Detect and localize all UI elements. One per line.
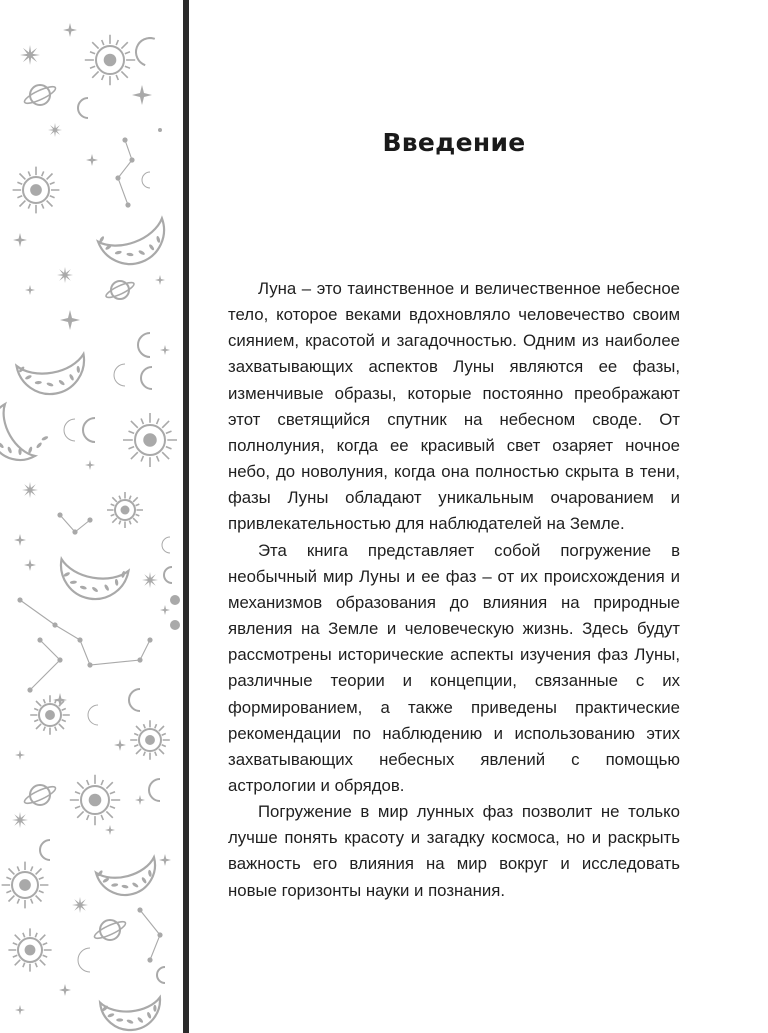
- crescent-moon-icon: [129, 689, 140, 711]
- leaf-mark: [35, 381, 42, 385]
- constellation-star: [137, 907, 142, 912]
- constellation-star: [129, 157, 134, 162]
- crescent-moon-icon: [164, 567, 172, 583]
- leaf-mark: [58, 379, 65, 386]
- sparkle-icon: [160, 605, 170, 615]
- crescent-moon-icon: [88, 705, 98, 725]
- constellation-star: [52, 622, 57, 627]
- leaf-mark: [69, 373, 75, 381]
- crescent-moon-icon: [64, 419, 75, 441]
- constellation-star: [147, 957, 152, 962]
- star-icon: [72, 897, 88, 913]
- leaf-mark: [153, 1005, 156, 1012]
- sun-core: [121, 506, 130, 515]
- sparkle-icon: [13, 233, 27, 247]
- constellation-star: [17, 597, 22, 602]
- chapter-title: Введение: [382, 128, 526, 157]
- constellation-star: [125, 202, 130, 207]
- sparkle-icon: [159, 854, 171, 866]
- sparkle-icon: [14, 534, 26, 546]
- leaf-mark: [41, 435, 49, 441]
- crescent-moon-icon: [78, 98, 88, 118]
- leaf-mark: [70, 580, 77, 584]
- leaf-mark: [116, 1018, 123, 1021]
- planet-ring: [93, 919, 128, 942]
- dot-mark: [158, 128, 162, 132]
- constellation-icon: [118, 140, 132, 205]
- constellation-star: [137, 657, 142, 662]
- constellation-star: [87, 517, 92, 522]
- sparkle-icon: [85, 460, 95, 470]
- leaf-mark: [0, 442, 5, 449]
- star-icon: [12, 812, 28, 828]
- crescent-moon-icon: [142, 172, 150, 188]
- leaf-mark: [7, 446, 13, 454]
- constellation-star: [57, 657, 62, 662]
- paragraph-3: Погружение в мир лунных фаз позволит не только лучше понять красоту и загадку космоса, но и раскрыть важность его влияния на мир вокруг и исследовать новые горизонты науки и познания.: [228, 802, 680, 900]
- sparkle-icon: [86, 154, 98, 166]
- leaf-mark: [25, 374, 33, 380]
- sparkle-icon: [15, 750, 25, 760]
- crescent-moon-icon: [132, 34, 155, 65]
- paragraph-1: Луна – это таинственное и величественное небесное тело, которое веками вдохновляло человечество своим сиянием, красотой и загадочностью. Одним из наиболее захватывающих аспектов Луны являются ее фазы, изменчивые образы, которые постоянно преображают этот светящийся спутник на небесном своде. От полнолуния, когда ее красивый свет озаряет ночное небо, до новолуния, когда она полностью скрыта в тени, фазы Луны обладают уникальным очарованием и привлекательностью для наблюдателей на Земле.: [228, 279, 680, 534]
- constellation-star: [87, 662, 92, 667]
- sparkle-icon: [15, 1005, 25, 1015]
- crescent-moon-icon: [114, 364, 125, 386]
- leaf-mark: [141, 876, 147, 884]
- leaf-mark: [148, 870, 152, 877]
- constellation-star: [157, 932, 162, 937]
- leaf-mark: [46, 382, 54, 387]
- crescent-moon-icon: [149, 779, 160, 801]
- sparkle-icon: [24, 559, 36, 571]
- planet-ring: [23, 84, 58, 107]
- constellation-star: [37, 637, 42, 642]
- planet-ring: [104, 280, 135, 300]
- constellation-star: [122, 137, 127, 142]
- leaf-mark: [104, 584, 110, 592]
- dot-mark: [170, 620, 180, 630]
- chapter-body: [228, 276, 680, 904]
- constellation-star: [57, 512, 62, 517]
- leaf-mark: [91, 586, 98, 593]
- sparkle-icon: [114, 739, 126, 751]
- sun-core: [104, 54, 117, 67]
- sparkle-icon: [63, 23, 77, 37]
- leaf-mark: [79, 585, 87, 590]
- leaf-mark: [148, 244, 155, 251]
- sparkle-icon: [132, 85, 152, 105]
- leaf-mark: [36, 442, 43, 449]
- constellation-icon: [20, 600, 150, 665]
- sun-core: [19, 879, 31, 891]
- leafy-crescent-icon: [0, 404, 35, 471]
- crescent-moon-icon: [83, 418, 95, 442]
- leaf-mark: [76, 366, 80, 373]
- sparkle-icon: [160, 345, 170, 355]
- star-icon: [142, 572, 158, 588]
- paragraph-2: Эта книга представляет собой погружение в необычный мир Луны и ее фаз – от их происхождения и механизмов образования до влияния на природные явления на Земле и человеческую жизнь. Здесь будут рассмотрены исторические аспекты изучения фаз Луны, различные теории и концепции, связанные с их формированием, а также приведены практические рекомендации по наблюдению и использованию этих захватывающих небесных явлений с помощью астрологии и обрядов.: [228, 540, 680, 795]
- sun-core: [25, 945, 36, 956]
- constellation-star: [72, 529, 77, 534]
- leaf-mark: [126, 252, 133, 256]
- leaf-mark: [156, 236, 161, 244]
- constellation-star: [77, 637, 82, 642]
- constellation-star: [147, 637, 152, 642]
- leaf-mark: [107, 1013, 115, 1018]
- crescent-moon-icon: [78, 948, 90, 972]
- star-icon: [22, 482, 38, 498]
- crescent-moon-icon: [40, 840, 50, 860]
- sun-core: [89, 794, 102, 807]
- leaf-mark: [137, 1016, 144, 1023]
- dot-mark: [170, 595, 180, 605]
- sun-core: [45, 710, 55, 720]
- leaf-mark: [132, 882, 140, 889]
- crescent-moon-icon: [157, 967, 165, 983]
- vertical-divider: [183, 0, 189, 1033]
- sparkle-icon: [59, 984, 71, 996]
- sparkle-icon: [135, 795, 145, 805]
- star-icon: [57, 267, 73, 283]
- leaf-mark: [111, 883, 118, 887]
- leaf-mark: [121, 884, 129, 889]
- leaf-mark: [115, 250, 123, 255]
- sun-core: [30, 184, 42, 196]
- sparkle-icon: [60, 310, 80, 330]
- sun-core: [143, 433, 157, 447]
- leaf-mark: [146, 1011, 152, 1019]
- celestial-ornament-border: [0, 0, 180, 1033]
- crescent-moon-icon: [138, 333, 150, 357]
- constellation-icon: [30, 640, 60, 690]
- constellation-star: [27, 687, 32, 692]
- crescent-moon-icon: [141, 367, 152, 389]
- ornament-pattern: [0, 0, 180, 1033]
- crescent-moon-icon: [162, 537, 170, 553]
- constellation-star: [115, 175, 120, 180]
- leaf-mark: [126, 1019, 134, 1025]
- constellation-icon: [140, 910, 160, 960]
- leaf-mark: [138, 249, 146, 255]
- sparkle-icon: [155, 275, 165, 285]
- leaf-mark: [115, 579, 119, 586]
- star-icon: [48, 123, 62, 137]
- sun-core: [145, 735, 155, 745]
- star-icon: [20, 45, 40, 65]
- planet-ring: [23, 784, 58, 807]
- sparkle-icon: [25, 285, 35, 295]
- sparkle-icon: [105, 825, 115, 835]
